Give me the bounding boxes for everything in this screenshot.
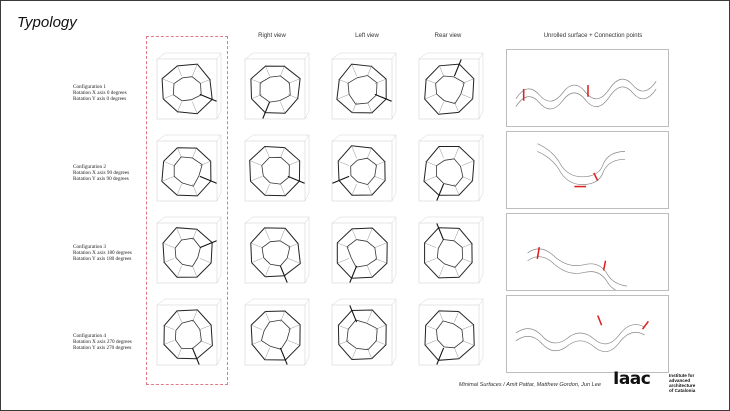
- unrolled-panel-4: [506, 295, 669, 373]
- cube-drawing-rear-row2: [415, 131, 483, 207]
- cube-drawing-perspective-row1: [153, 49, 221, 125]
- column-header-left-view: Left view: [355, 33, 379, 39]
- cube-drawing-right-row2: [241, 131, 309, 207]
- config-name: Configuration 3: [73, 244, 106, 250]
- cube-drawing-right-row4: [241, 295, 309, 371]
- config-name: Configuration 2: [73, 164, 106, 170]
- iaac-logo: Iaac: [613, 369, 651, 389]
- column-header-rear-view: Rear view: [434, 33, 462, 39]
- rotation-x: Rotation X axis 0 degrees: [73, 90, 127, 97]
- credits: Minimal Surfaces / Amit Pattar, Matthew Gordon, Jun Lee: [458, 382, 601, 388]
- cube-drawing-left-row3: [328, 213, 396, 289]
- unrolled-panel-3: [506, 213, 669, 291]
- unrolled-panel-2: [506, 131, 669, 209]
- row-label-3: [73, 244, 148, 263]
- rotation-y: Rotation Y axis 90 degrees: [73, 176, 129, 183]
- cube-drawing-rear-row4: [415, 295, 483, 371]
- rotation-x: Rotation X axis 90 degrees: [73, 170, 130, 177]
- unrolled-panel-1: [506, 49, 669, 127]
- rotation-y: Rotation Y axis 270 degrees: [73, 345, 132, 352]
- page-title: Typology: [17, 14, 77, 31]
- rotation-y: Rotation Y axis 0 degrees: [73, 96, 127, 103]
- rotation-x: Rotation X axis 180 degrees: [73, 250, 132, 257]
- cube-drawing-right-row1: [241, 49, 309, 125]
- column-header-unrolled: Unrolled surface + Connection points: [543, 33, 643, 39]
- row-label-1: [73, 84, 148, 103]
- cube-drawing-perspective-row2: [153, 131, 221, 207]
- cube-drawing-left-row1: [328, 49, 396, 125]
- rotation-y: Rotation Y axis 180 degrees: [73, 256, 132, 263]
- cube-drawing-left-row2: [328, 131, 396, 207]
- connection-point: [643, 321, 649, 329]
- connection-point: [598, 315, 602, 325]
- cube-drawing-right-row3: [241, 213, 309, 289]
- iaac-logo-text: Institute for advanced architecture of Catalonia: [669, 373, 696, 393]
- cube-drawing-left-row4: [328, 295, 396, 371]
- rotation-x: Rotation X axis 270 degrees: [73, 339, 132, 346]
- cube-drawing-rear-row3: [415, 213, 483, 289]
- row-label-4: [73, 333, 148, 352]
- row-label-2: [73, 164, 148, 183]
- config-name: Configuration 4: [73, 333, 106, 339]
- connection-point: [604, 261, 606, 271]
- cube-drawing-perspective-row4: [153, 295, 221, 371]
- column-header-right-view: Right view: [258, 33, 286, 39]
- cube-drawing-perspective-row3: [153, 213, 221, 289]
- cube-drawing-rear-row1: [415, 49, 483, 125]
- config-name: Configuration 1: [73, 84, 106, 90]
